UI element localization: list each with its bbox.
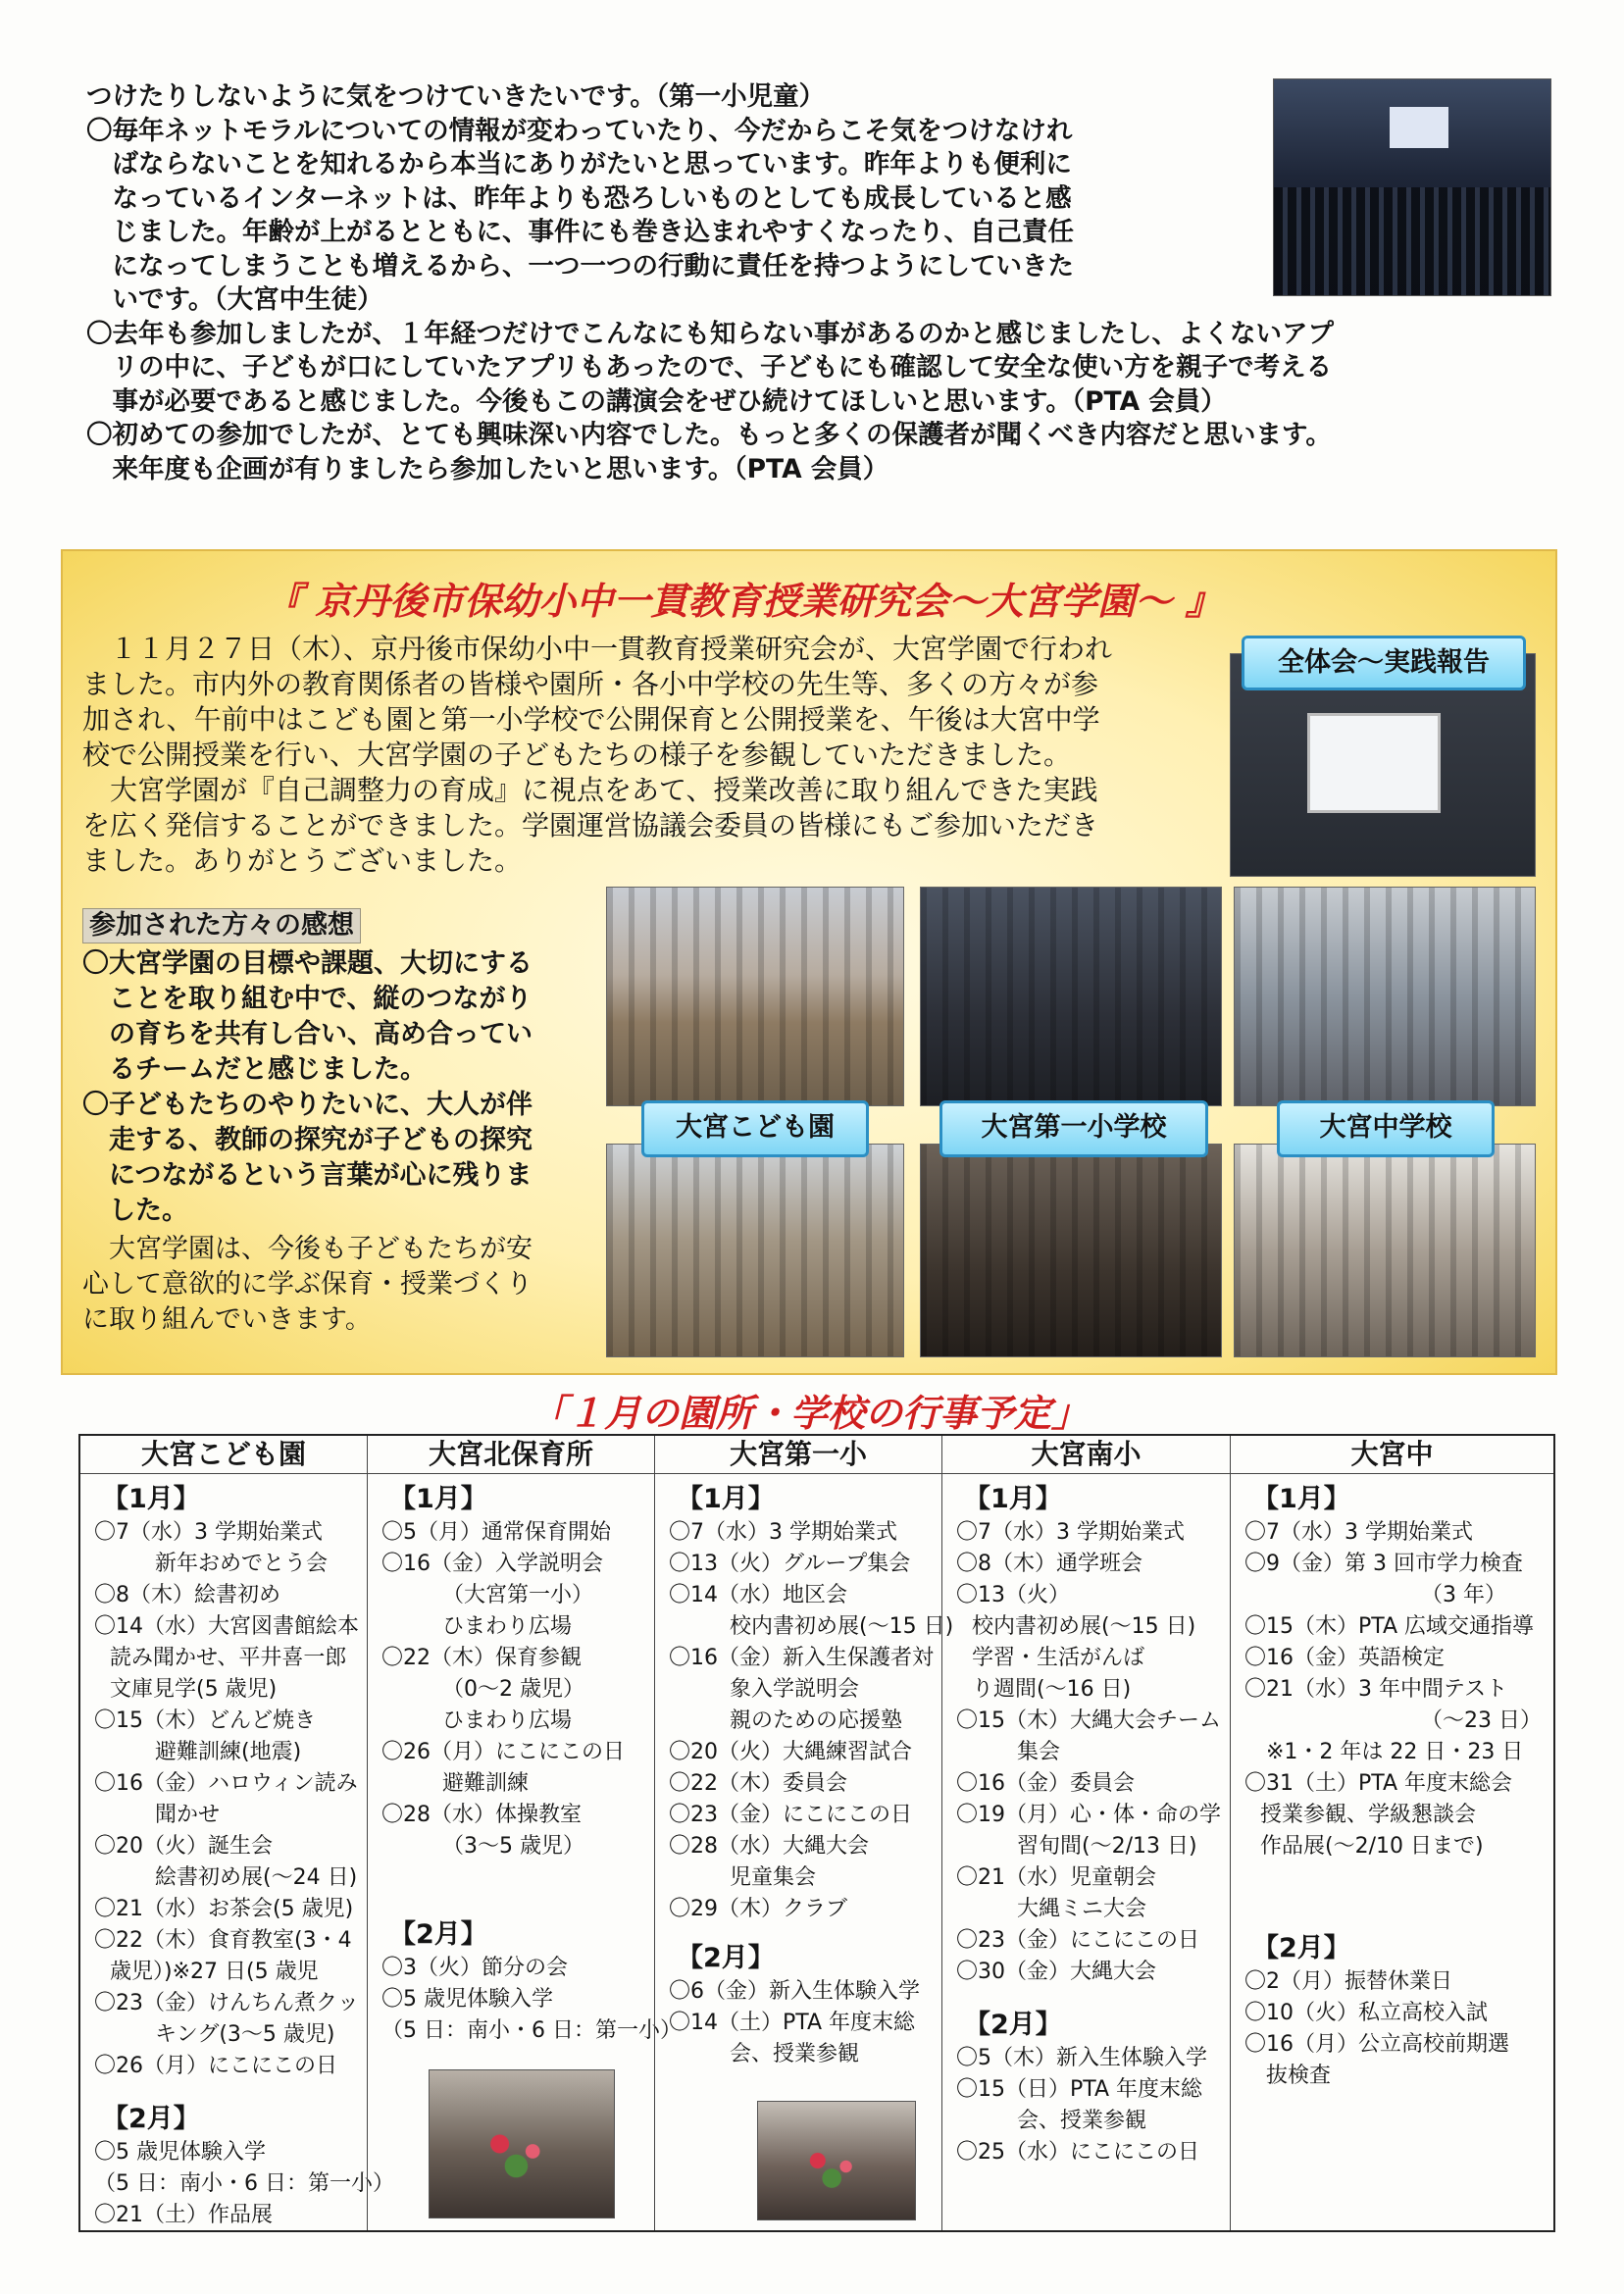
daiichi-photo-2 bbox=[920, 1144, 1222, 1357]
event-line: 〇16（金）委員会 bbox=[956, 1771, 1135, 1796]
comment-line: 〇初めての参加でしたが、とても興味深い内容でした。もっと多くの保護者が聞くべき内容だと思います。 bbox=[86, 420, 1332, 450]
event-line: 〇9（金）第 3 回市学力検査 bbox=[1244, 1552, 1523, 1576]
event-line: 〇30（金）大縄大会 bbox=[956, 1960, 1156, 1984]
meeting-body-line: ました。市内外の教育関係者の皆様や園所・各小中学校の先生等、多くの方々が参 bbox=[82, 668, 1099, 700]
event-line: 〇21（水）3 年中間テスト bbox=[1244, 1677, 1508, 1702]
event-line: 〇14（土）PTA 年度末総 bbox=[669, 2011, 916, 2035]
event-line: 授業参観、学級懇談会 bbox=[1260, 1803, 1477, 1827]
schedule-column bbox=[941, 1436, 1230, 2230]
event-line: 校内書初め展(～15 日) bbox=[730, 1614, 954, 1639]
meeting-body-line: を広く発信することができました。学園運営協議会委員の皆様にもご参加いただき bbox=[82, 809, 1099, 841]
impression-line: の育ちを共有し合い、高め合ってい bbox=[82, 1019, 533, 1049]
column-header: 大宮こども園 bbox=[80, 1436, 367, 1474]
month-heading: 【1月】 bbox=[102, 1484, 200, 1514]
hokuiku-photo bbox=[429, 2069, 615, 2218]
event-line: 象入学説明会 bbox=[730, 1677, 860, 1702]
event-line: 大縄ミニ大会 bbox=[1017, 1897, 1147, 1921]
month-heading: 【2月】 bbox=[389, 1919, 487, 1950]
event-line: 習旬間(～2/13 日) bbox=[1017, 1834, 1197, 1859]
event-line: 〇23（金）けんちん煮クッ bbox=[94, 1991, 359, 2015]
impression-line: ことを取り組む中で、縦のつながり bbox=[82, 984, 533, 1014]
schedule-column bbox=[1230, 1436, 1553, 2230]
event-line: 〇13（火） bbox=[956, 1583, 1070, 1607]
event-line: り週間(～16 日) bbox=[972, 1677, 1132, 1702]
event-line: 親のための応援塾 bbox=[730, 1708, 903, 1733]
event-line: 〇21（水）お茶会(5 歳児) bbox=[94, 1897, 354, 1921]
month-heading: 【1月】 bbox=[1252, 1484, 1350, 1514]
event-line: 〇5（月）通常保育開始 bbox=[381, 1520, 611, 1545]
event-line: 〇2（月）振替休業日 bbox=[1244, 1969, 1452, 1994]
comment-line: 来年度も企画が有りましたら参加したいと思います。（PTA 会員） bbox=[86, 453, 889, 484]
lecture-hall-photo bbox=[1273, 78, 1551, 296]
event-line: （0～2 歳児） bbox=[442, 1677, 584, 1702]
daiichi-small-photo bbox=[757, 2101, 916, 2220]
closing-line: に取り組んでいきます。 bbox=[82, 1304, 372, 1335]
impression-line: 〇大宮学園の目標や課題、大切にする bbox=[82, 948, 533, 979]
label-kodomoen: 大宮こども園 bbox=[641, 1100, 869, 1157]
meeting-body-line: 大宮学園が『自己調整力の育成』に視点をあて、授業改善に取り組んできた実践 bbox=[82, 774, 1098, 806]
event-line: 絵書初め展(～24 日) bbox=[155, 1865, 358, 1890]
event-line: 〇23（金）にこにこの日 bbox=[669, 1803, 912, 1827]
event-line: 〇22（木）食育教室(3・4 bbox=[94, 1928, 352, 1953]
meeting-body-line: ました。ありがとうございました。 bbox=[82, 844, 523, 877]
event-line: 〇15（木）どんど焼き bbox=[94, 1708, 316, 1733]
event-line: 〇6（金）新入生体験入学 bbox=[669, 1979, 920, 2004]
comment-line: 事が必要であると感じました。今後もこの講演会をぜひ続けてほしいと思います。（PTA 会員） bbox=[86, 385, 1227, 417]
event-line: 〇8（木）絵書初め bbox=[94, 1583, 280, 1607]
event-line: 〇28（水）大縄大会 bbox=[669, 1834, 869, 1859]
event-line: 〇15（日）PTA 年度末総 bbox=[956, 2077, 1203, 2102]
event-line: 会、授業参観 bbox=[730, 2042, 860, 2066]
event-line: 聞かせ bbox=[155, 1803, 221, 1827]
schedule-title: 「１月の園所・学校の行事予定」 bbox=[530, 1392, 1090, 1435]
chu-photo-1 bbox=[1234, 887, 1536, 1106]
event-line: ひまわり広場 bbox=[442, 1708, 573, 1733]
event-line: 〇21（水）児童朝会 bbox=[956, 1865, 1156, 1890]
event-line: 歳児）)※27 日(5 歳児 bbox=[110, 1960, 319, 1984]
impressions-heading: 参加された方々の感想 bbox=[82, 908, 361, 943]
event-line: 抜検査 bbox=[1266, 2064, 1332, 2088]
event-line: 〇16（金）入学説明会 bbox=[381, 1552, 603, 1576]
comment-line: じました。年齢が上がるとともに、事件にも巻き込まれやすくなったり、自己責任 bbox=[86, 217, 1074, 247]
comment-line: 〇毎年ネットモラルについての情報が変わっていたり、今だからこそ気をつけなけれ bbox=[86, 115, 1073, 146]
month-heading: 【2月】 bbox=[1252, 1933, 1350, 1963]
event-line: 会、授業参観 bbox=[1017, 2109, 1147, 2133]
label-daiichi: 大宮第一小学校 bbox=[939, 1100, 1208, 1157]
event-line: 〇14（水）地区会 bbox=[669, 1583, 847, 1607]
event-line: 〇26（月）にこにこの日 bbox=[94, 2054, 337, 2078]
event-line: （5 日：南小・6 日：第一小） bbox=[94, 2171, 394, 2196]
meeting-body-line: １１月２７日（木）、京丹後市保幼小中一貫教育授業研究会が、大宮学園で行われ bbox=[82, 633, 1113, 665]
schedule-column bbox=[80, 1436, 394, 2230]
month-heading: 【1月】 bbox=[677, 1484, 775, 1514]
event-line: 〇16（金）ハロウィン読み bbox=[94, 1771, 358, 1796]
event-line: 〇5 歳児体験入学 bbox=[381, 1987, 553, 2012]
event-line: （3～5 歳児） bbox=[442, 1834, 584, 1859]
event-line: （～23 日） bbox=[1421, 1708, 1542, 1733]
impression-line: るチームだと感じました。 bbox=[82, 1054, 427, 1085]
meeting-closing bbox=[82, 1232, 612, 1338]
event-line: 児童集会 bbox=[730, 1865, 817, 1890]
chu-photo-2 bbox=[1234, 1144, 1536, 1357]
comment-line: いです。（大宮中生徒） bbox=[86, 284, 383, 315]
event-line: 〇16（金）英語検定 bbox=[1244, 1646, 1445, 1670]
event-line: 〇10（火）私立高校入試 bbox=[1244, 2001, 1488, 2025]
event-line: 読み聞かせ、平井喜一郎 bbox=[110, 1646, 347, 1670]
column-header: 大宮中 bbox=[1231, 1436, 1553, 1474]
impression-line: 〇子どもたちのやりたいに、大人が伴 bbox=[82, 1090, 533, 1120]
event-line: ※1・2 年は 22 日・23 日 bbox=[1266, 1740, 1524, 1764]
comment-line: 〇去年も参加しましたが、１年経つだけでこんなにも知らない事があるのかと感じましたし、よくないアプ bbox=[86, 318, 1334, 349]
kodomoen-photo-2 bbox=[606, 1144, 904, 1357]
column-header: 大宮北保育所 bbox=[368, 1436, 654, 1474]
event-line: 校内書初め展(～15 日) bbox=[972, 1614, 1196, 1639]
comment-line: になってしまうことも増えるから、一つ一つの行動に責任を持つようにしていきた bbox=[86, 250, 1074, 281]
event-line: 〇31（土）PTA 年度末総会 bbox=[1244, 1771, 1513, 1796]
event-line: 文庫見学(5 歳児) bbox=[110, 1677, 278, 1702]
event-line: 〇16（月）公立高校前期選 bbox=[1244, 2032, 1509, 2057]
event-line: 集会 bbox=[1017, 1740, 1061, 1764]
column-header: 大宮第一小 bbox=[655, 1436, 941, 1474]
event-line: 〇14（水）大宮図書館絵本 bbox=[94, 1614, 359, 1639]
month-heading: 【2月】 bbox=[964, 2010, 1062, 2040]
impression-line: 走する、教師の探究が子どもの探究 bbox=[82, 1125, 533, 1155]
event-line: 〇23（金）にこにこの日 bbox=[956, 1928, 1199, 1953]
month-heading: 【1月】 bbox=[389, 1484, 487, 1514]
event-line: 新年おめでとう会 bbox=[155, 1552, 329, 1576]
event-line: 作品展(～2/10 日まで) bbox=[1260, 1834, 1484, 1859]
event-line: 〇7（水）3 学期始業式 bbox=[94, 1520, 323, 1545]
closing-line: 心して意欲的に学ぶ保育・授業づくり bbox=[82, 1269, 533, 1300]
event-line: 〇16（金）新入生保護者対 bbox=[669, 1646, 934, 1670]
kodomoen-photo-1 bbox=[606, 887, 904, 1106]
event-line: 〇7（水）3 学期始業式 bbox=[1244, 1520, 1473, 1545]
event-line: ひまわり広場 bbox=[442, 1614, 573, 1639]
comment-line: つけたりしないように気をつけていきたいです。（第一小児童） bbox=[86, 81, 826, 112]
event-line: 〇20（火）誕生会 bbox=[94, 1834, 273, 1859]
event-line: 〇7（水）3 学期始業式 bbox=[669, 1520, 897, 1545]
event-line: 〇8（木）通学班会 bbox=[956, 1552, 1142, 1576]
comment-line: リの中に、子どもが口にしていたアプリもあったので、子どもにも確認して安全な使い方を親子で考える bbox=[86, 352, 1333, 382]
event-line: 〇7（水）3 学期始業式 bbox=[956, 1520, 1185, 1545]
event-line: 〇3（火）節分の会 bbox=[381, 1956, 568, 1980]
meeting-body bbox=[82, 632, 1220, 879]
label-chu: 大宮中学校 bbox=[1277, 1100, 1495, 1157]
month-heading: 【1月】 bbox=[964, 1484, 1062, 1514]
event-line: （大宮第一小） bbox=[442, 1583, 594, 1607]
event-line: 〇29（木）クラブ bbox=[669, 1897, 847, 1921]
event-line: 〇22（木）保育参観 bbox=[381, 1646, 582, 1670]
impression-line: した。 bbox=[82, 1196, 188, 1226]
daiichi-photo-1 bbox=[920, 887, 1222, 1106]
event-line: 避難訓練 bbox=[442, 1771, 530, 1796]
comment-line: ばならないことを知れるから本当にありがたいと思っています。昨年よりも便利に bbox=[86, 149, 1072, 179]
comment-line: なっているインターネットは、昨年よりも恐ろしいものとしても成長していると感 bbox=[86, 182, 1072, 214]
event-line: 〇28（水）体操教室 bbox=[381, 1803, 582, 1827]
event-line: 〇13（火）グループ集会 bbox=[669, 1552, 911, 1576]
event-line: （3 年） bbox=[1421, 1583, 1506, 1607]
event-line: （5 日：南小・6 日：第一小） bbox=[381, 2018, 682, 2043]
event-line: キング(3～5 歳児) bbox=[155, 2022, 335, 2047]
event-line: 〇20（火）大縄練習試合 bbox=[669, 1740, 912, 1764]
meeting-body-line: 校で公開授業を行い、大宮学園の子どもたちの様子を参観していただきました。 bbox=[82, 739, 1072, 771]
event-line: 避難訓練(地震) bbox=[155, 1740, 302, 1764]
event-line: 〇21（土）作品展 bbox=[94, 2203, 273, 2227]
closing-line: 大宮学園は、今後も子どもたちが安 bbox=[82, 1234, 533, 1264]
event-line: 〇5（木）新入生体験入学 bbox=[956, 2046, 1207, 2070]
month-heading: 【2月】 bbox=[677, 1943, 775, 1973]
column-header: 大宮南小 bbox=[942, 1436, 1230, 1474]
event-line: 〇25（水）にこにこの日 bbox=[956, 2140, 1199, 2165]
event-line: 〇22（木）委員会 bbox=[669, 1771, 847, 1796]
impression-line: につながるという言葉が心に残りま bbox=[82, 1160, 533, 1191]
event-line: 〇15（木）大縄大会チーム bbox=[956, 1708, 1221, 1733]
meeting-title: 『 京丹後市保幼小中一貫教育授業研究会～大宮学園～ 』 bbox=[265, 580, 1223, 623]
label-zentai: 全体会～実践報告 bbox=[1242, 636, 1526, 690]
event-line: 学習・生活がんば bbox=[972, 1646, 1145, 1670]
meeting-body-line: 加され、午前中はこども園と第一小学校で公開保育と公開授業を、午後は大宮中学 bbox=[82, 703, 1100, 736]
event-line: 〇26（月）にこにこの日 bbox=[381, 1740, 625, 1764]
impressions-list bbox=[82, 946, 592, 1229]
month-heading: 【2月】 bbox=[102, 2104, 200, 2134]
event-line: 〇15（木）PTA 広域交通指導 bbox=[1244, 1614, 1535, 1639]
event-line: 〇19（月）心・体・命の学 bbox=[956, 1803, 1221, 1827]
event-line: 〇5 歳児体験入学 bbox=[94, 2140, 266, 2165]
